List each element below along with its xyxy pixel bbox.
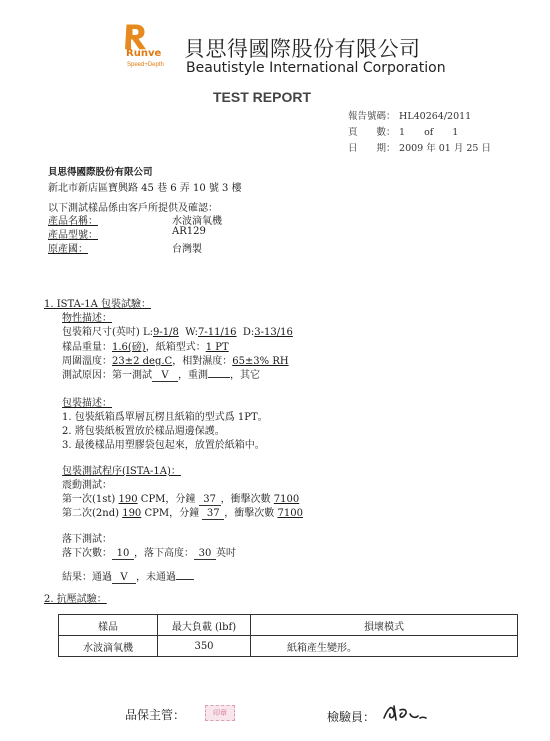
company-name-en: Beautistyle International Corporation — [186, 60, 446, 76]
first-test-check: V — [152, 370, 178, 382]
test-reason: 測試原因：第一測試 V ，重測 ，其它 — [62, 370, 260, 381]
section2-heading: 2. 抗壓試驗： — [44, 594, 107, 605]
inspector-signature-icon — [380, 700, 428, 724]
cell-failure-mode: 紙箱產生變形。 — [251, 636, 518, 657]
client-address: 新北市新店區寶興路 45 巷 6 弄 10 號 3 樓 — [48, 183, 242, 194]
col-sample: 樣品 — [59, 615, 158, 636]
retest-blank — [208, 377, 230, 378]
client-name: 貝思得國際股份有限公司 — [48, 167, 153, 178]
table-header-row — [59, 615, 518, 636]
inspector-label: 檢驗員： — [327, 710, 376, 724]
procedure-heading: 包裝測試程序(ISTA-1A)： — [62, 466, 181, 477]
packing-item: 1. 包裝紙箱爲單層瓦楞且紙箱的型式爲 1PT。 — [62, 412, 268, 423]
product-model-label: 產品型號： — [48, 230, 98, 241]
vibration-run-1: 第一次(1st) 190 CPM，分鐘 37 ，衝擊次數 7100 — [62, 494, 300, 505]
origin-label: 原產國： — [48, 244, 88, 255]
result-line: 結果：通過 V ，未通過 — [62, 568, 194, 584]
product-name-value: 水波滴氧機 — [172, 216, 222, 227]
box-dimensions: 包裝箱尺寸(英吋) L:9-1/8 W:7-11/16 D:3-13/16 — [62, 327, 293, 338]
origin-value: 台灣製 — [172, 244, 202, 255]
packing-item: 3. 最後樣品用塑膠袋包起來，放置於紙箱中。 — [62, 440, 265, 451]
fail-blank — [176, 579, 194, 580]
sample-weight: 樣品重量：1.6(磅)，紙箱型式：1 PT — [62, 342, 229, 353]
physical-heading: 物性描述： — [62, 313, 112, 324]
ambient-conditions: 周圍溫度：23±2 deg.C，相對濕度：65±3% RH — [62, 356, 289, 367]
pass-check: V — [112, 572, 136, 584]
product-model-value: AR129 — [172, 226, 206, 237]
vibration-run-2: 第二次(2nd) 190 CPM，分鐘 37 ，衝擊次數 7100 — [62, 508, 303, 519]
cell-sample: 水波滴氧機 — [59, 636, 158, 657]
company-name-cn: 貝思得國際股份有限公司 — [184, 37, 421, 61]
table-row — [59, 636, 518, 657]
report-number: 報告號碼： HL40264/2011 — [348, 111, 472, 122]
packing-heading: 包裝描述： — [62, 398, 112, 409]
drop-heading: 落下測試： — [62, 534, 112, 545]
logo-wordmark: Runve — [126, 48, 162, 59]
page-count: 頁 數： 1 of 1 — [348, 127, 459, 138]
section1-heading: 1. ISTA-1A 包裝試驗： — [44, 299, 152, 310]
supervisor-label: 品保主管： — [125, 708, 186, 722]
report-title: TEST REPORT — [213, 89, 312, 105]
sample-intro: 以下測試樣品係由客戶所提供及確認： — [48, 203, 218, 214]
drop-test: 落下次數： 10 ，落下高度： 30 英吋 — [62, 548, 236, 559]
report-date: 日 期： 2009 年 01 月 25 日 — [348, 143, 491, 154]
packing-item: 2. 將包裝紙板置放於樣品週邊保護。 — [62, 426, 225, 437]
col-failure-mode: 損壞模式 — [251, 615, 518, 636]
vibration-heading: 震動測試： — [62, 480, 112, 491]
supervisor-stamp: 印章 — [205, 705, 235, 721]
logo-tagline: Speed+Depth — [127, 62, 164, 68]
product-name-label: 產品名稱： — [48, 216, 98, 227]
col-max-load: 最大負載 (lbf) — [158, 615, 251, 636]
compression-table — [58, 614, 518, 657]
cell-max-load: 350 — [158, 636, 251, 657]
